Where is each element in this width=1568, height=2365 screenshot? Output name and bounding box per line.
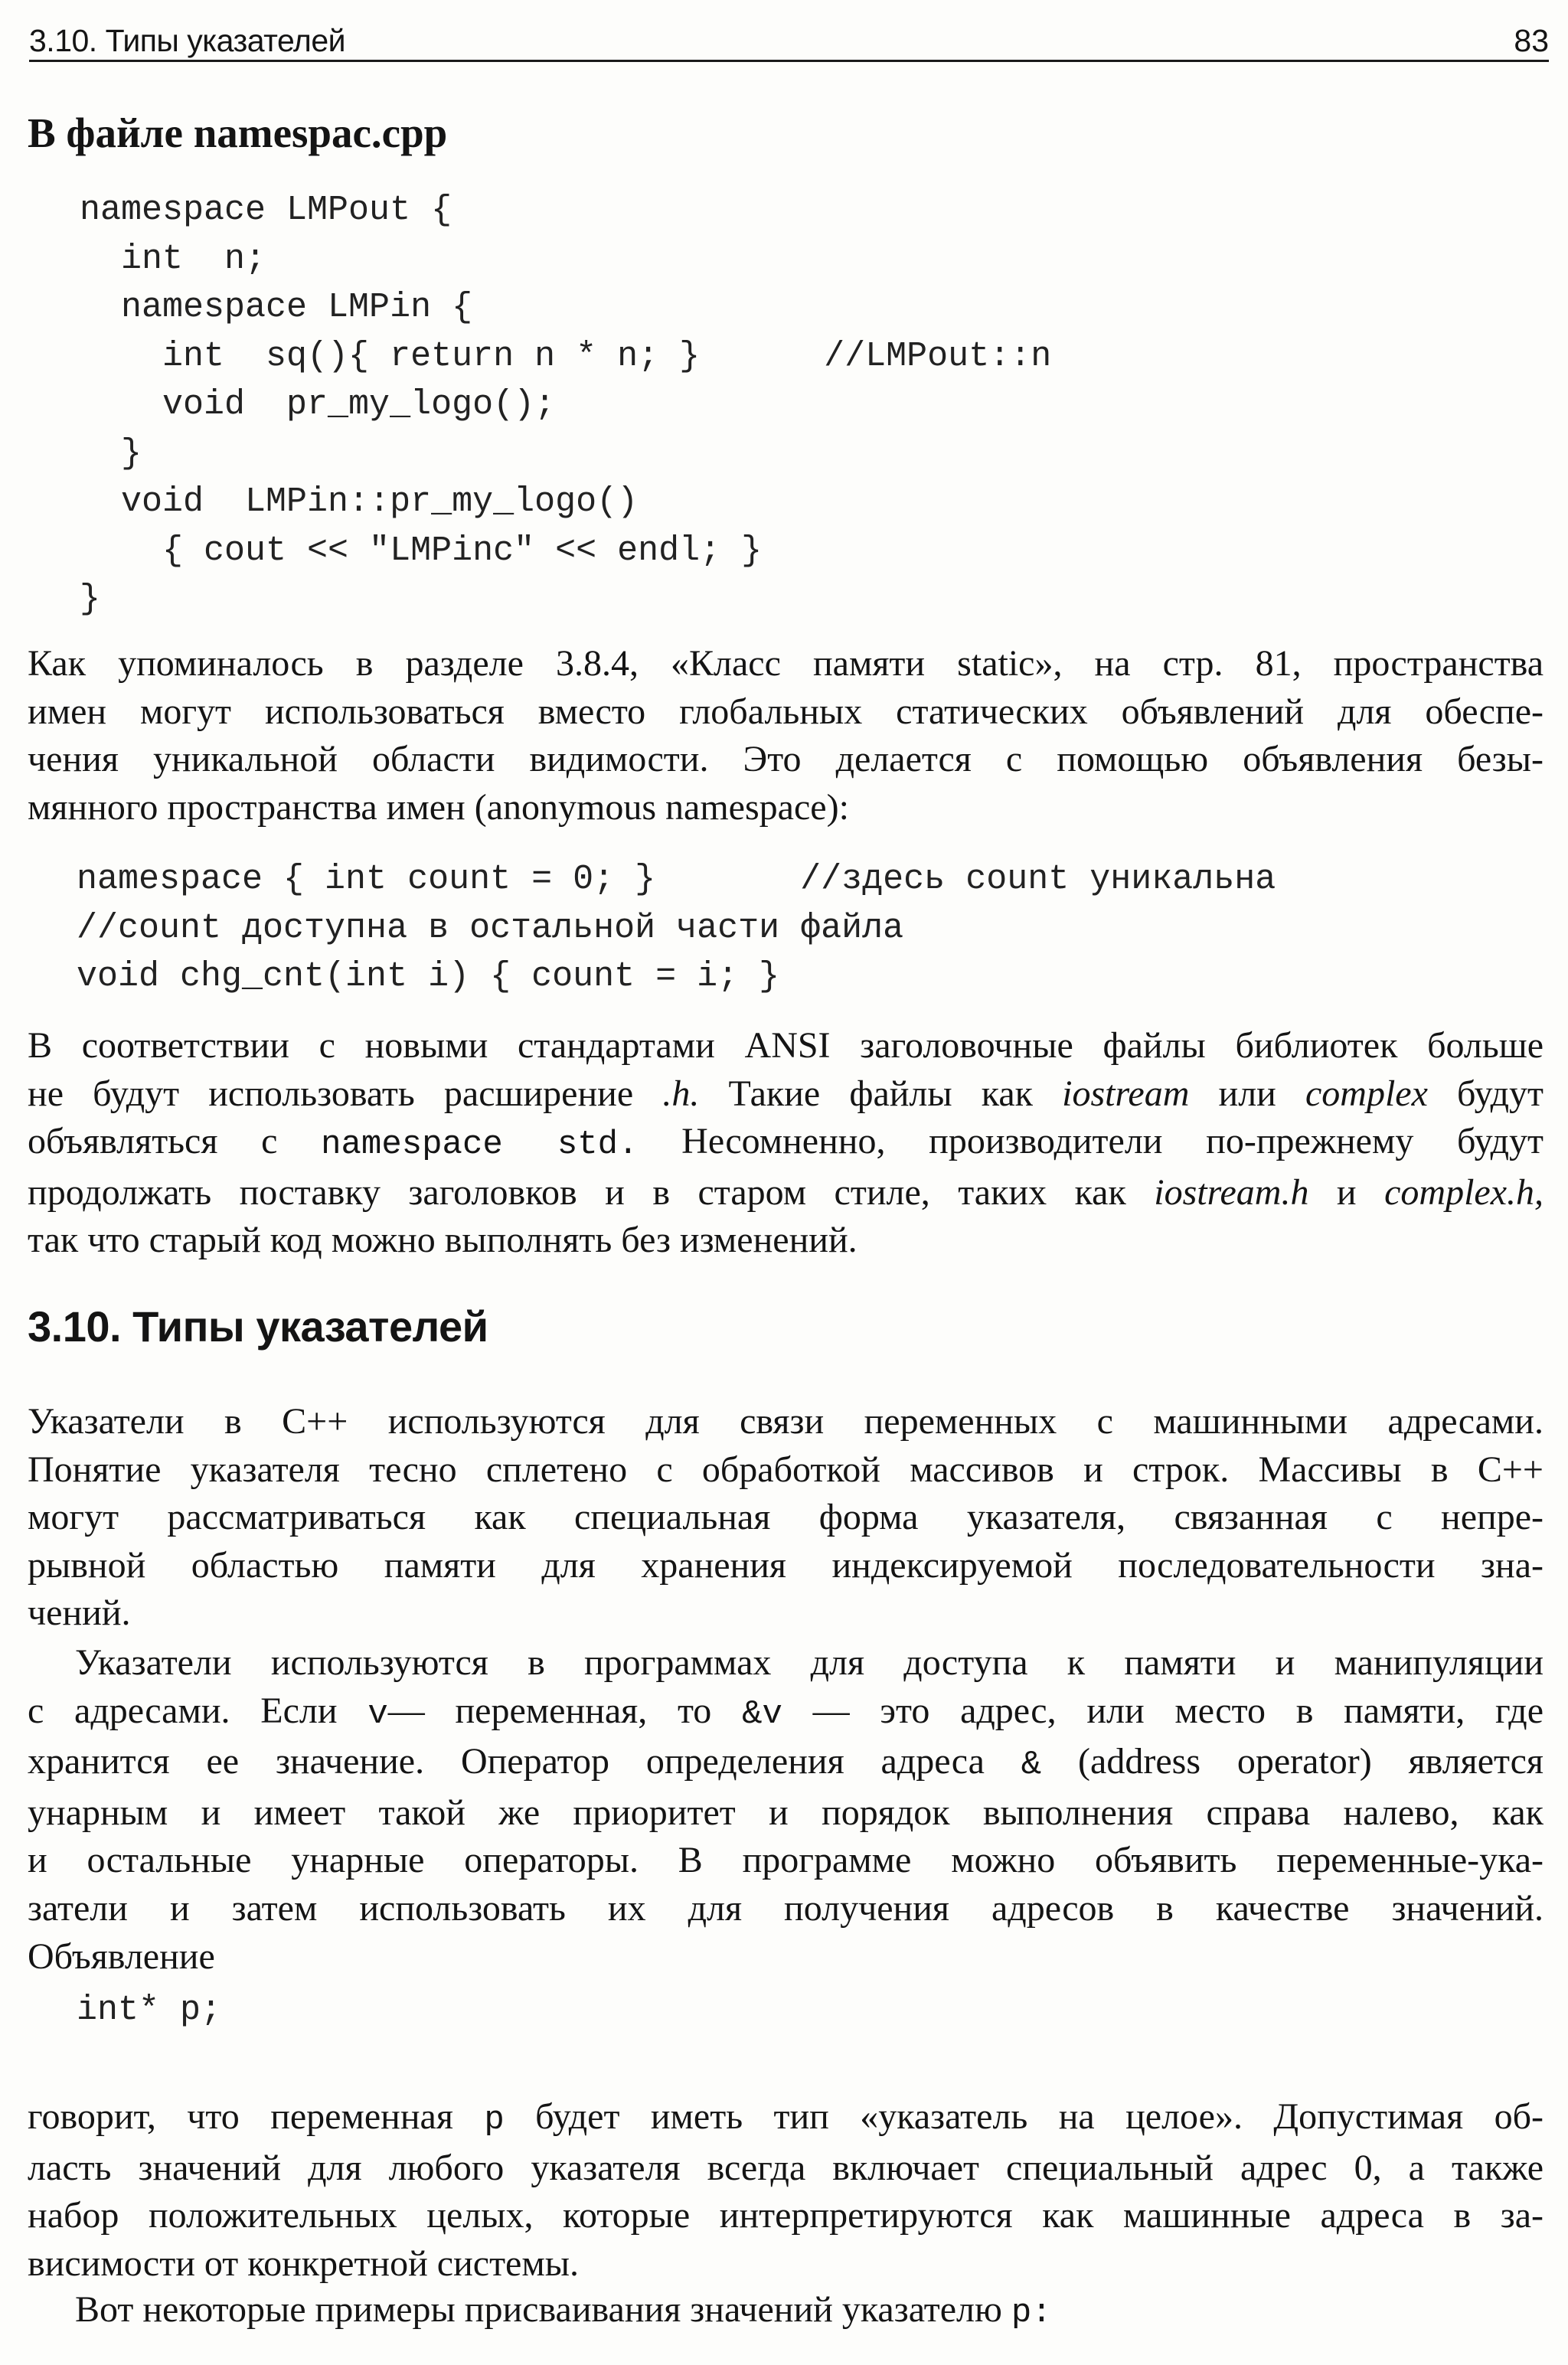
inline-code: p	[484, 2101, 505, 2139]
inline-code: v	[368, 1694, 388, 1733]
text-line	[28, 1070, 1544, 1119]
text-line	[28, 2093, 1544, 2145]
text-run: Несомненно, производители по-прежнему будут	[638, 1121, 1544, 1162]
page-number: 83	[1514, 23, 1549, 58]
code-line: }	[80, 580, 101, 619]
italic-term: iostream.h	[1154, 1171, 1309, 1213]
italic-term: .h.	[662, 1073, 700, 1114]
code-line: void chg_cnt(int i) { count = i; }	[77, 957, 780, 996]
file-heading: В файле namespac.cpp	[28, 109, 448, 156]
text-line: рывной областью памяти для хранения индексируемой последовательности зна-	[28, 1544, 1544, 1586]
text-line	[28, 1118, 1544, 1169]
text-run: будут	[1427, 1073, 1544, 1114]
text-line: Понятие указателя тесно сплетено с обработкой массивов и строк. Массивы в C++	[28, 1449, 1544, 1490]
text-line: Объявление	[28, 1935, 215, 1977]
paragraph-ansi-headers	[28, 1022, 1544, 1265]
code-line: void pr_my_logo();	[80, 385, 556, 424]
italic-term: complex.h,	[1384, 1171, 1544, 1213]
text-run: (address operator) является	[1041, 1741, 1544, 1782]
code-line: int sq(){ return n * n; } //LMPout::n	[80, 336, 1052, 376]
code-block-namespac	[80, 186, 1458, 624]
text-run: с адресами. Если	[28, 1690, 368, 1731]
text-line	[28, 1169, 1544, 1217]
text-line: ласть значений для любого указателя всегда включает специальный адрес 0, а также	[28, 2147, 1544, 2188]
code-line: }	[80, 433, 142, 473]
text-run: будет иметь тип «указатель на целое». Допустимая об-	[504, 2096, 1544, 2137]
inline-code: namespace std.	[321, 1125, 639, 1165]
text-line: Указатели используются в программах для доступа к памяти и манипуляции	[75, 1642, 1544, 1683]
text-line: унарным и имеет такой же приоритет и порядок выполнения справа налево, как	[28, 1792, 1544, 1833]
text-line	[28, 2286, 1544, 2337]
text-run: Вот некоторые примеры присваивания значений указателю	[75, 2289, 1011, 2330]
text-run: — это адрес, или место в памяти, где	[782, 1690, 1544, 1731]
code-line: { cout << "LMPinc" << endl; }	[80, 531, 763, 570]
code-line: void LMPin::pr_my_logo()	[80, 482, 639, 521]
text-run: хранится ее значение. Оператор определения адреса	[28, 1741, 1021, 1782]
text-line: Как упоминалось в разделе 3.8.4, «Класс памяти static», на стр. 81, пространства	[28, 643, 1544, 684]
code-line: namespace { int count = 0; } //здесь count уникальна	[77, 860, 1276, 899]
paragraph-anonymous-namespace	[28, 640, 1544, 831]
paragraph-pointer-values	[28, 2093, 1544, 2288]
text-line	[28, 1687, 1544, 1739]
text-run: или	[1189, 1073, 1305, 1114]
inline-code: &	[1021, 1746, 1042, 1785]
text-line: чений.	[28, 1592, 131, 1634]
text-line: В соответствии с новыми стандартами ANSI заголовочные файлы библиотек больше	[28, 1025, 1544, 1066]
text-run: — переменная, то	[387, 1690, 743, 1731]
text-line: так что старый код можно выполнять без изменений.	[28, 1220, 858, 1261]
paragraph-pointers-intro	[28, 1398, 1544, 1638]
text-line: могут рассматриваться как специальная форма указателя, связанная с непре-	[28, 1497, 1544, 1538]
paragraph-assignment-examples	[28, 2286, 1544, 2337]
italic-term: complex	[1305, 1073, 1428, 1114]
text-line: Указатели в C++ используются для связи переменных с машинными адресами.	[28, 1401, 1544, 1442]
code-block-pointer-declaration	[77, 1986, 689, 2035]
text-line	[28, 1738, 1544, 1789]
code-line: namespace LMPout {	[80, 191, 452, 230]
code-line: int* p;	[77, 1991, 222, 2030]
italic-term: iostream	[1062, 1073, 1190, 1114]
running-header-title: 3.10. Типы указателей	[29, 23, 346, 58]
text-line: мянного пространства имен (anonymous namespace):	[28, 786, 849, 828]
text-line: висимости от конкретной системы.	[28, 2243, 579, 2284]
text-line: чения уникальной области видимости. Это делается с помощью объявления безы-	[28, 739, 1544, 780]
text-run: не будут использовать расширение	[28, 1073, 663, 1114]
code-line: //count доступна в остальной части файла	[77, 908, 904, 948]
text-line: и остальные унарные операторы. В программе можно объявить переменные-ука-	[28, 1840, 1544, 1881]
text-run: и	[1308, 1171, 1385, 1213]
text-run: Такие файлы как	[699, 1073, 1063, 1114]
running-header	[29, 11, 1549, 62]
text-run: объявляться с	[28, 1121, 322, 1162]
inline-code: &v	[742, 1694, 782, 1733]
code-block-anonymous-namespace	[77, 855, 1531, 1001]
text-line: имен могут использоваться вместо глобальных статических объявлений для обеспе-	[28, 691, 1544, 732]
code-line: namespace LMPin {	[80, 288, 473, 327]
text-line: затели и затем использовать их для получения адресов в качестве значений.	[28, 1887, 1544, 1929]
code-line: int n;	[80, 239, 266, 279]
section-heading: 3.10. Типы указателей	[28, 1302, 488, 1351]
text-line: набор положительных целых, которые интерпретируются как машинные адреса в за-	[28, 2195, 1544, 2236]
paragraph-address-operator	[28, 1639, 1544, 1981]
text-run: говорит, что переменная	[28, 2096, 485, 2137]
text-run: продолжать поставку заголовков и в старом стиле, таких как	[28, 1171, 1155, 1213]
inline-code: p:	[1011, 2294, 1052, 2332]
